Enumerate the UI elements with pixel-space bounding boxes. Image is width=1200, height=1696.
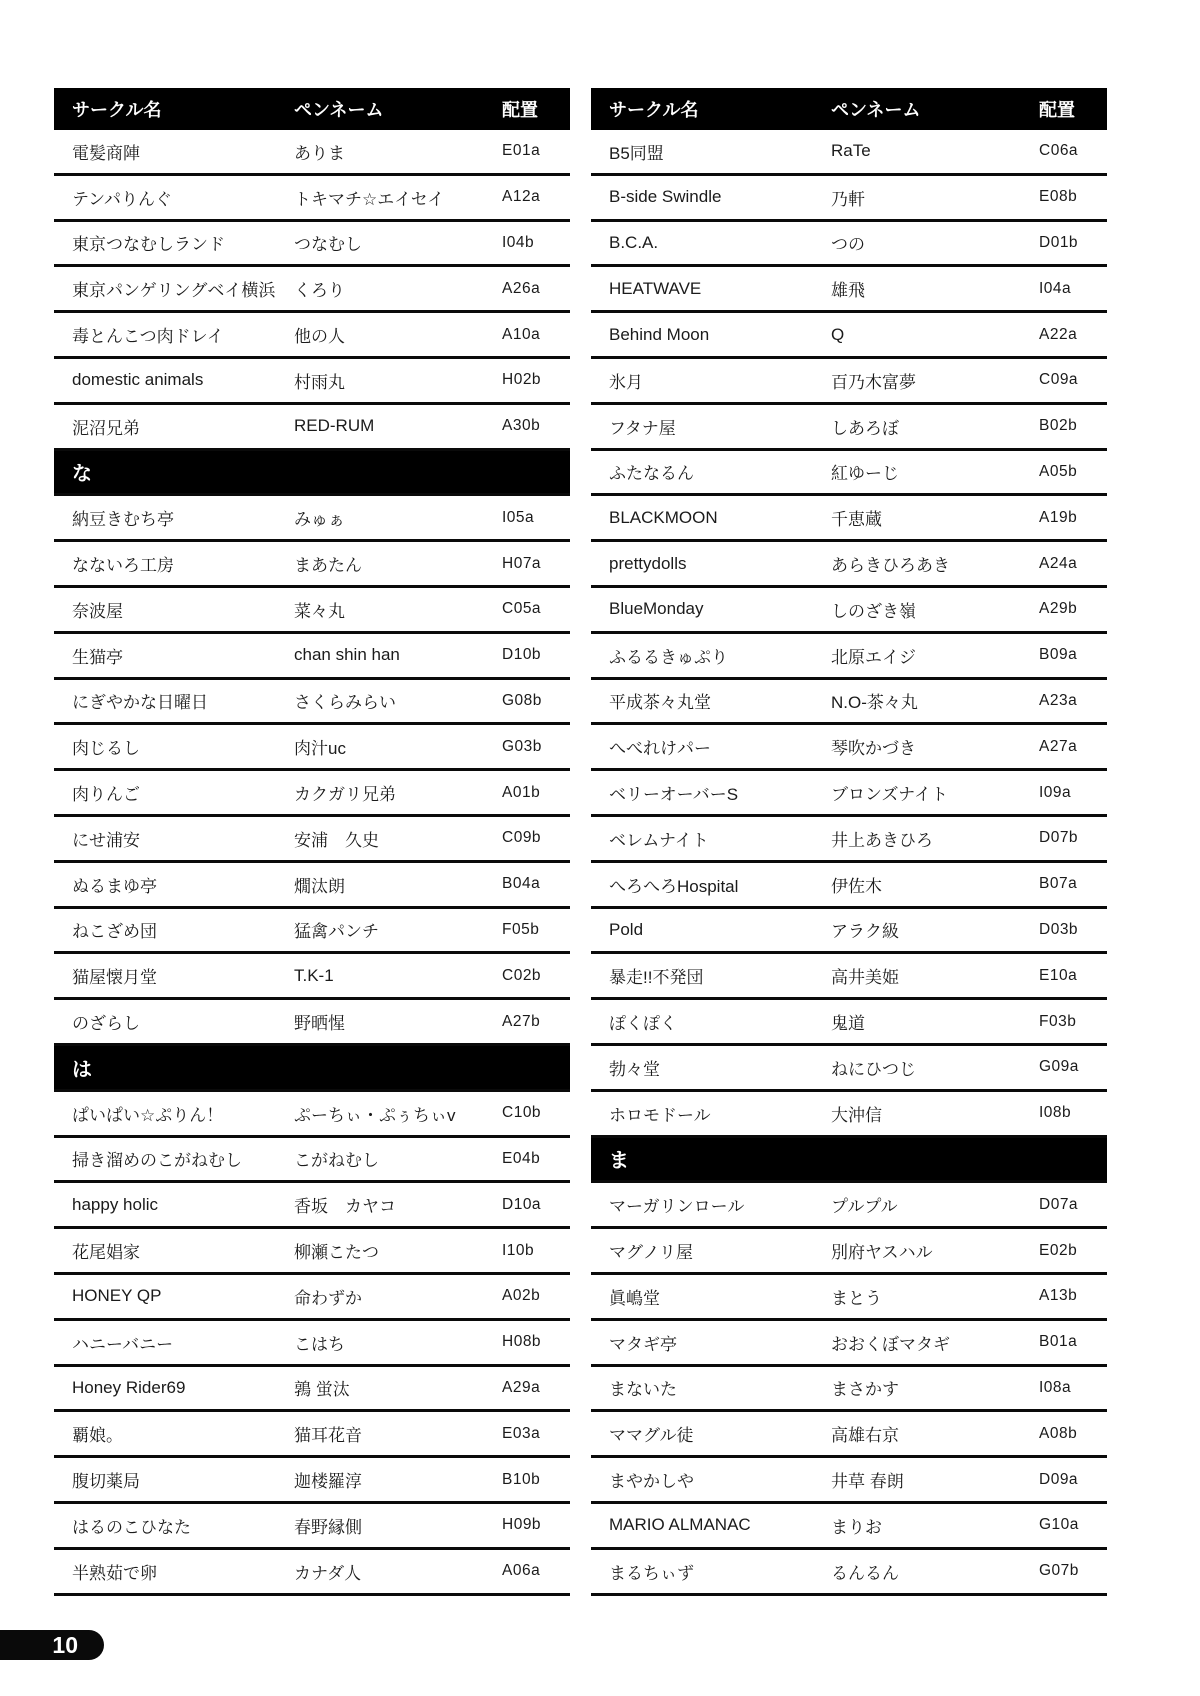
table-row bbox=[54, 130, 570, 176]
circle-name-cell: にぎやかな日曜日 bbox=[72, 693, 208, 713]
circle-name-cell: 毒とんこつ肉ドレイ bbox=[72, 327, 224, 347]
table-row bbox=[591, 817, 1107, 863]
circle-name-cell: ホロモドール bbox=[609, 1105, 711, 1125]
pen-name-cell: 鬼道 bbox=[831, 1014, 865, 1034]
pen-name-cell: プルプル bbox=[831, 1197, 898, 1217]
pen-name-cell: こがねむし bbox=[294, 1151, 379, 1171]
circle-name-cell: ベリーオーバーS bbox=[609, 785, 739, 805]
placement-cell: A29a bbox=[502, 1378, 541, 1396]
placement-header: 配置 bbox=[1039, 100, 1075, 120]
circle-name-cell: happy holic bbox=[72, 1194, 159, 1214]
pen-name-cell: ねにひつじ bbox=[831, 1059, 916, 1079]
table-row bbox=[54, 1138, 570, 1184]
placement-cell: A01b bbox=[502, 783, 541, 801]
circle-name-cell: ママグル徒 bbox=[609, 1426, 694, 1446]
table-row bbox=[591, 1367, 1107, 1413]
placement-cell: E01a bbox=[502, 142, 541, 160]
placement-cell: B07a bbox=[1039, 875, 1078, 893]
table-row bbox=[54, 1504, 570, 1550]
table-row bbox=[54, 634, 570, 680]
placement-cell: C09b bbox=[502, 829, 542, 847]
circle-name-cell: へろへろHospital bbox=[609, 876, 739, 896]
circle-name-cell: にせ浦安 bbox=[72, 830, 140, 850]
pen-name-cell: 百乃木富夢 bbox=[831, 372, 916, 392]
circle-name-cell: フタナ屋 bbox=[609, 418, 676, 438]
pen-name-cell: 野晒惺 bbox=[294, 1014, 345, 1034]
circle-name-cell: Pold bbox=[609, 919, 644, 939]
circle-name-cell: ベレムナイト bbox=[609, 830, 709, 850]
table-row bbox=[591, 1275, 1107, 1321]
placement-cell: A02b bbox=[502, 1287, 541, 1305]
circle-name-cell: B.C.A. bbox=[609, 232, 659, 252]
table-row bbox=[54, 1183, 570, 1229]
pen-name-cell: RED-RUM bbox=[294, 416, 375, 436]
table-row bbox=[591, 863, 1107, 909]
page-number: 10 bbox=[52, 1631, 78, 1658]
circle-name-cell: B5同盟 bbox=[609, 143, 664, 163]
pen-name-cell: 鶉 蛍汰 bbox=[294, 1380, 350, 1400]
circle-name-cell: 奈波屋 bbox=[72, 601, 123, 621]
placement-cell: A27b bbox=[502, 1012, 541, 1030]
circle-name-cell: ぬるまゆ亭 bbox=[72, 876, 157, 896]
placement-cell: E10a bbox=[1039, 966, 1078, 984]
pen-name-cell: 菜々丸 bbox=[294, 601, 345, 621]
table-row bbox=[54, 1321, 570, 1367]
circle-name-cell: ふるるきゅぷり bbox=[609, 647, 728, 667]
table-row bbox=[54, 909, 570, 955]
placement-cell: A06a bbox=[502, 1562, 541, 1580]
table-row bbox=[591, 771, 1107, 817]
pen-name-cell: 肉汁uc bbox=[294, 739, 346, 759]
placement-cell: G09a bbox=[1039, 1058, 1079, 1076]
placement-cell: A29b bbox=[1039, 600, 1078, 618]
circle-name-cell: prettydolls bbox=[609, 553, 687, 573]
placement-cell: A23a bbox=[1039, 691, 1078, 709]
circle-name-cell: 花尾娼家 bbox=[72, 1243, 140, 1263]
table-row bbox=[591, 1092, 1107, 1138]
circle-name-cell: へべれけパー bbox=[609, 739, 711, 759]
placement-cell: B09a bbox=[1039, 646, 1078, 664]
table-row bbox=[591, 267, 1107, 313]
table-row bbox=[54, 359, 570, 405]
circle-name-cell: 眞嶋堂 bbox=[609, 1288, 660, 1308]
placement-header: 配置 bbox=[502, 100, 538, 120]
pen-name-cell: おおくぼマタギ bbox=[831, 1334, 950, 1354]
placement-cell: F03b bbox=[1039, 1012, 1077, 1030]
table-row bbox=[54, 405, 570, 451]
placement-cell: A10a bbox=[502, 325, 541, 343]
placement-cell: E08b bbox=[1039, 188, 1078, 206]
circle-list-table-right bbox=[591, 88, 1107, 1596]
pen-name-cell: 井上あきひろ bbox=[831, 830, 933, 850]
pen-name-cell: まあたん bbox=[294, 556, 362, 576]
placement-cell: I08a bbox=[1039, 1378, 1072, 1396]
table-row bbox=[54, 1458, 570, 1504]
table-row bbox=[591, 1504, 1107, 1550]
pen-name-cell: くろり bbox=[294, 281, 345, 301]
table-header-row bbox=[54, 88, 570, 130]
pen-name-cell: 香坂 カヤコ bbox=[294, 1197, 396, 1217]
circle-name-cell: 平成茶々丸堂 bbox=[609, 693, 711, 713]
circle-name-cell: 肉じるし bbox=[72, 739, 140, 759]
placement-cell: A24a bbox=[1039, 554, 1078, 572]
placement-cell: B01a bbox=[1039, 1333, 1078, 1351]
table-row bbox=[54, 1000, 570, 1046]
pen-name-cell: ありま bbox=[294, 143, 345, 163]
circle-name-cell: 電髪商陣 bbox=[72, 143, 140, 163]
circle-name-cell: まやかしや bbox=[609, 1472, 694, 1491]
circle-name-cell: 勃々堂 bbox=[609, 1059, 660, 1079]
circle-name-cell: なないろ工房 bbox=[72, 556, 174, 576]
table-row bbox=[591, 634, 1107, 680]
placement-cell: A22a bbox=[1039, 325, 1078, 343]
table-row bbox=[54, 725, 570, 771]
placement-cell: C05a bbox=[502, 600, 542, 618]
pen-name-cell: 高井美姫 bbox=[831, 968, 899, 988]
placement-cell: G07b bbox=[1039, 1562, 1079, 1580]
table-row bbox=[54, 1550, 570, 1596]
table-row bbox=[54, 496, 570, 542]
pen-name-cell: 大沖信 bbox=[831, 1105, 882, 1125]
circle-name-cell: Honey Rider69 bbox=[72, 1377, 186, 1397]
pen-name-cell: 別府ヤスハル bbox=[831, 1243, 933, 1263]
circle-name-cell: まないた bbox=[609, 1380, 677, 1400]
pen-name-cell: 迦楼羅淳 bbox=[294, 1472, 362, 1491]
pen-name-cell: 紅ゆーじ bbox=[831, 464, 899, 484]
pen-name-cell: 村雨丸 bbox=[294, 372, 345, 392]
circle-name-cell: ぽくぽく bbox=[609, 1014, 677, 1034]
circle-name-cell: MARIO ALMANAC bbox=[609, 1515, 751, 1535]
pen-name-cell: ぷーちぃ・ぷぅちぃv bbox=[294, 1105, 456, 1125]
placement-cell: C09a bbox=[1039, 371, 1079, 389]
placement-cell: I09a bbox=[1039, 783, 1072, 801]
placement-cell: I05a bbox=[502, 508, 535, 526]
placement-cell: E02b bbox=[1039, 1241, 1078, 1259]
section-label: は bbox=[72, 1058, 92, 1081]
pen-name-cell: ブロンズナイト bbox=[831, 785, 948, 805]
placement-cell: I08b bbox=[1039, 1104, 1072, 1122]
pen-name-cell: 他の人 bbox=[294, 327, 345, 347]
table-row bbox=[591, 1046, 1107, 1092]
circle-list-columns bbox=[54, 88, 1107, 1596]
placement-cell: D01b bbox=[1039, 233, 1079, 251]
circle-name-cell: HONEY QP bbox=[72, 1286, 162, 1306]
pen-name-cell: トキマチ☆エイセイ bbox=[294, 189, 445, 209]
circle-name-cell: Behind Moon bbox=[609, 324, 710, 344]
circle-name-cell: ねこざめ団 bbox=[72, 922, 157, 942]
table-row bbox=[54, 313, 570, 359]
pen-name-cell: しのざき嶺 bbox=[831, 601, 916, 621]
pen-name-cell: RaTe bbox=[831, 141, 871, 161]
table-row bbox=[54, 1412, 570, 1458]
table-row bbox=[591, 680, 1107, 726]
placement-cell: D10b bbox=[502, 646, 542, 664]
pen-name-cell: 命わずか bbox=[294, 1288, 362, 1308]
pen-name-header: ペンネーム bbox=[831, 100, 921, 120]
pen-name-cell: 北原エイジ bbox=[831, 647, 916, 667]
circle-name-cell: 東京つなむしランド bbox=[72, 235, 225, 255]
pen-name-cell: 千恵蔵 bbox=[831, 510, 882, 530]
circle-name-cell: 猫屋懐月堂 bbox=[72, 968, 157, 988]
pen-name-cell: 猛禽パンチ bbox=[294, 922, 379, 942]
page-number-badge bbox=[0, 1630, 104, 1660]
table-row bbox=[591, 359, 1107, 405]
placement-cell: A13b bbox=[1039, 1287, 1078, 1305]
pen-name-cell: 春野縁側 bbox=[294, 1517, 362, 1537]
placement-cell: D07a bbox=[1039, 1195, 1079, 1213]
circle-name-cell: 泥沼兄弟 bbox=[72, 418, 140, 438]
table-row bbox=[591, 909, 1107, 955]
table-row bbox=[591, 1550, 1107, 1596]
circle-name-cell: B-side Swindle bbox=[609, 187, 722, 207]
placement-cell: C06a bbox=[1039, 142, 1079, 160]
circle-name-cell: BlueMonday bbox=[609, 599, 704, 619]
pen-name-cell: アラク級 bbox=[831, 922, 899, 942]
placement-cell: E04b bbox=[502, 1149, 541, 1167]
circle-name-cell: テンパりんぐ bbox=[72, 189, 172, 209]
section-bar bbox=[54, 1046, 570, 1092]
placement-cell: A08b bbox=[1039, 1424, 1078, 1442]
circle-name-cell: ぱいぱい☆ぷりん！ bbox=[72, 1105, 224, 1125]
circle-name-cell: マーガリンロール bbox=[609, 1197, 745, 1217]
placement-cell: D07b bbox=[1039, 829, 1079, 847]
circle-name-cell: 腹切薬局 bbox=[72, 1472, 140, 1491]
placement-cell: A27a bbox=[1039, 737, 1078, 755]
placement-cell: D03b bbox=[1039, 920, 1079, 938]
circle-name-header: サークル名 bbox=[609, 100, 699, 120]
placement-cell: I04a bbox=[1039, 279, 1072, 297]
table-row bbox=[591, 1458, 1107, 1504]
placement-cell: D09a bbox=[1039, 1470, 1079, 1488]
placement-cell: H07a bbox=[502, 554, 542, 572]
pen-name-cell: カナダ人 bbox=[294, 1563, 362, 1583]
table-row bbox=[591, 451, 1107, 497]
table-row bbox=[591, 1412, 1107, 1458]
table-row bbox=[591, 1000, 1107, 1046]
pen-name-cell: るんるん bbox=[831, 1563, 899, 1583]
pen-name-cell: つなむし bbox=[294, 235, 362, 255]
section-bar bbox=[591, 1138, 1107, 1184]
pen-name-cell: 琴吹かづき bbox=[831, 739, 916, 759]
placement-cell: D10a bbox=[502, 1195, 542, 1213]
placement-cell: A05b bbox=[1039, 462, 1078, 480]
placement-cell: C10b bbox=[502, 1104, 542, 1122]
pen-name-cell: つの bbox=[831, 235, 865, 255]
pen-name-cell: 猫耳花音 bbox=[294, 1426, 362, 1446]
placement-cell: H08b bbox=[502, 1333, 542, 1351]
circle-name-cell: のざらし bbox=[72, 1014, 140, 1034]
table-row bbox=[591, 1321, 1107, 1367]
circle-name-cell: ハニーバニー bbox=[72, 1334, 174, 1354]
pen-name-cell: 雄飛 bbox=[831, 281, 865, 301]
pen-name-cell: chan shin han bbox=[294, 645, 400, 665]
circle-name-cell: 暴走!!不発団 bbox=[609, 968, 704, 988]
table-row bbox=[591, 1183, 1107, 1229]
placement-cell: G08b bbox=[502, 691, 542, 709]
circle-name-cell: HEATWAVE bbox=[609, 278, 702, 298]
table-header-row bbox=[591, 88, 1107, 130]
table-row bbox=[54, 176, 570, 222]
circle-list-table-left bbox=[54, 88, 570, 1596]
circle-name-cell: 納豆きむち亭 bbox=[72, 510, 174, 530]
placement-cell: C02b bbox=[502, 966, 542, 984]
pen-name-cell: みゅぁ bbox=[294, 510, 345, 530]
placement-cell: H09b bbox=[502, 1516, 542, 1534]
table-row bbox=[54, 1275, 570, 1321]
table-row bbox=[54, 817, 570, 863]
section-bar bbox=[54, 451, 570, 497]
placement-cell: I10b bbox=[502, 1241, 535, 1259]
pen-name-cell: あらきひろあき bbox=[831, 556, 950, 576]
pen-name-cell: まりお bbox=[831, 1517, 882, 1537]
circle-name-header: サークル名 bbox=[72, 100, 162, 120]
placement-cell: F05b bbox=[502, 920, 540, 938]
placement-cell: B02b bbox=[1039, 417, 1078, 435]
circle-name-cell: 掃き溜めのこがねむし bbox=[72, 1151, 242, 1171]
table-row bbox=[591, 954, 1107, 1000]
pen-name-cell: 安浦 久史 bbox=[294, 830, 379, 850]
table-row bbox=[54, 771, 570, 817]
placement-cell: B04a bbox=[502, 875, 541, 893]
placement-cell: G03b bbox=[502, 737, 542, 755]
placement-cell: I04b bbox=[502, 233, 535, 251]
pen-name-header: ペンネーム bbox=[294, 100, 384, 120]
table-row bbox=[54, 588, 570, 634]
placement-cell: A19b bbox=[1039, 508, 1078, 526]
table-row bbox=[591, 405, 1107, 451]
placement-cell: B10b bbox=[502, 1470, 541, 1488]
table-row bbox=[54, 267, 570, 313]
table-row bbox=[54, 863, 570, 909]
table-row bbox=[591, 496, 1107, 542]
pen-name-cell: カクガリ兄弟 bbox=[294, 785, 396, 805]
section-label: な bbox=[72, 463, 92, 486]
placement-cell: A26a bbox=[502, 279, 541, 297]
table-row bbox=[591, 725, 1107, 771]
circle-name-cell: BLACKMOON bbox=[609, 507, 718, 527]
table-row bbox=[54, 1229, 570, 1275]
circle-name-cell: まるちぃず bbox=[609, 1563, 694, 1583]
table-row bbox=[591, 176, 1107, 222]
placement-cell: H02b bbox=[502, 371, 542, 389]
pen-name-cell: 井草 春朗 bbox=[831, 1472, 904, 1491]
circle-name-cell: マタギ亭 bbox=[609, 1334, 677, 1354]
table-row bbox=[54, 222, 570, 268]
circle-name-cell: ふたなるん bbox=[609, 464, 694, 484]
pen-name-cell: Q bbox=[831, 324, 845, 344]
pen-name-cell: 伊佐木 bbox=[831, 876, 882, 896]
placement-cell: E03a bbox=[502, 1424, 541, 1442]
circle-name-cell: 半熟茹で卵 bbox=[72, 1563, 157, 1583]
table-row bbox=[54, 680, 570, 726]
circle-name-cell: 肉りんご bbox=[72, 785, 140, 805]
pen-name-cell: 柳瀬こたつ bbox=[294, 1243, 379, 1263]
circle-name-cell: マグノリ屋 bbox=[609, 1243, 693, 1263]
placement-cell: G10a bbox=[1039, 1516, 1079, 1534]
table-row bbox=[54, 1367, 570, 1413]
table-row bbox=[54, 542, 570, 588]
circle-name-cell: 生猫亭 bbox=[72, 647, 123, 667]
pen-name-cell: 乃軒 bbox=[831, 189, 865, 209]
table-row bbox=[591, 1229, 1107, 1275]
pen-name-cell: 高雄右京 bbox=[831, 1426, 899, 1446]
table-row bbox=[54, 954, 570, 1000]
placement-cell: A12a bbox=[502, 188, 541, 206]
circle-name-cell: 氷月 bbox=[609, 372, 643, 392]
pen-name-cell: まさかす bbox=[831, 1380, 899, 1400]
pen-name-cell: さくらみらい bbox=[294, 693, 396, 713]
circle-name-cell: はるのこひなた bbox=[72, 1517, 191, 1537]
section-label: ま bbox=[609, 1150, 629, 1173]
table-row bbox=[54, 1092, 570, 1138]
pen-name-cell: N.O-茶々丸 bbox=[831, 693, 918, 713]
pen-name-cell: まとう bbox=[831, 1288, 882, 1308]
table-row bbox=[591, 222, 1107, 268]
circle-name-cell: domestic animals bbox=[72, 370, 204, 390]
placement-cell: A30b bbox=[502, 417, 541, 435]
pen-name-cell: 燗汰朗 bbox=[294, 876, 345, 896]
pen-name-cell: しあろぼ bbox=[831, 418, 899, 438]
table-row bbox=[591, 130, 1107, 176]
pen-name-cell: こはち bbox=[294, 1334, 345, 1354]
table-row bbox=[591, 313, 1107, 359]
table-row bbox=[591, 588, 1107, 634]
circle-name-cell: 覇娘。 bbox=[72, 1426, 123, 1446]
pen-name-cell: T.K-1 bbox=[294, 965, 334, 985]
table-row bbox=[591, 542, 1107, 588]
circle-name-cell: 東京パンゲリングベイ横浜 bbox=[72, 281, 276, 301]
